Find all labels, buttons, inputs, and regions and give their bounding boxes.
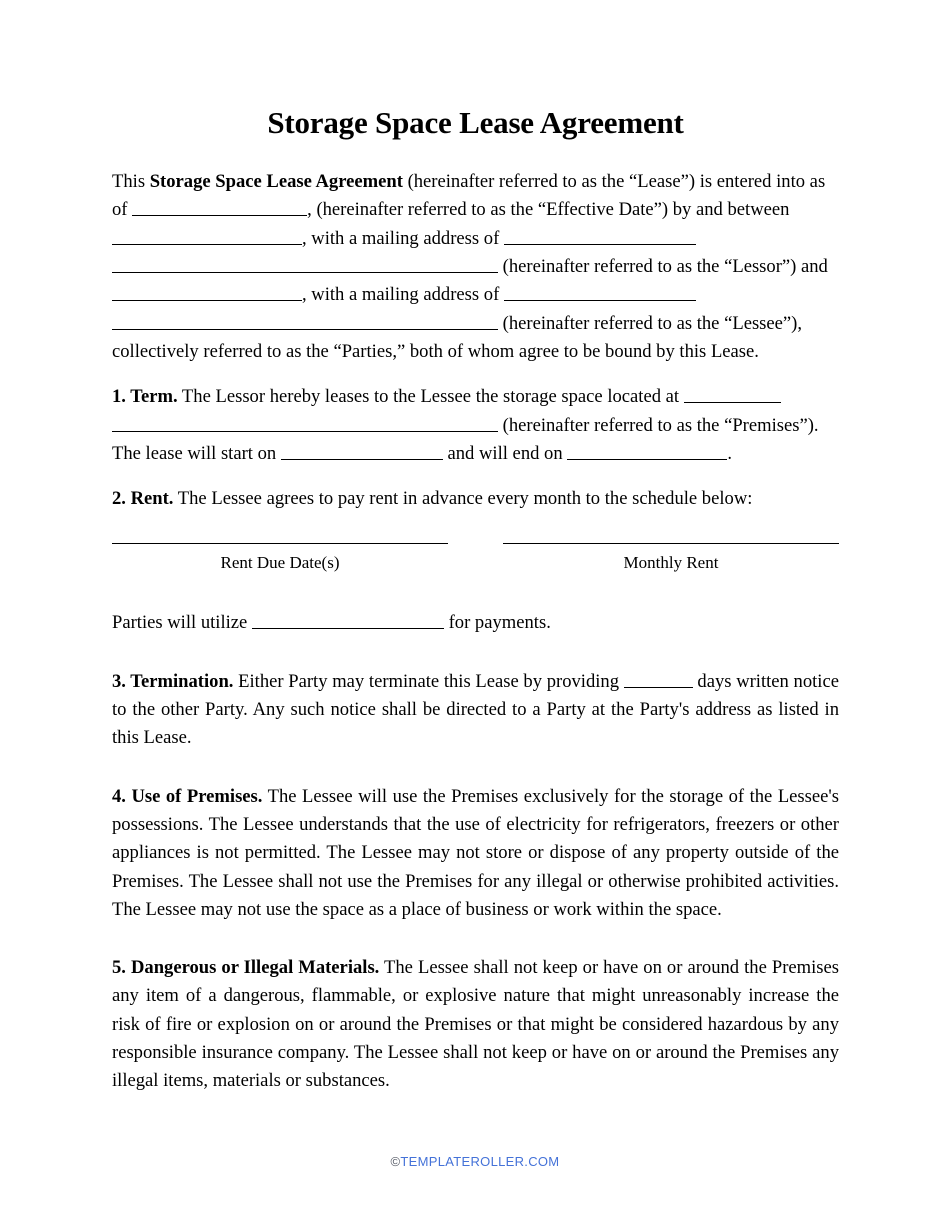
section-rent-heading: 2. Rent. — [112, 488, 174, 510]
section-termination — [112, 668, 839, 753]
spacer — [112, 655, 839, 668]
section-use-of-premises — [112, 783, 839, 924]
intro-text-6: , with a mailing address of — [302, 284, 504, 306]
section-rent-text-1: The Lessee agrees to pay rent in advance every month to the schedule below: — [173, 488, 753, 510]
rent-due-date-label: Rent Due Date(s) — [220, 553, 340, 573]
monthly-rent-column — [503, 543, 839, 574]
intro-text-1: This — [112, 171, 150, 193]
section-term-text-4: . — [727, 442, 732, 464]
section-term-text-3: and will end on — [442, 442, 568, 464]
lessor-name-field[interactable] — [112, 227, 302, 245]
section-term — [112, 383, 839, 468]
document-body — [112, 104, 839, 1113]
section-termination-text-1: Either Party may terminate this Lease by providing — [233, 670, 624, 692]
section-term-text-1: The Lessor hereby leases to the Lessee the storage space located at — [177, 386, 684, 408]
payment-method-line — [112, 609, 839, 637]
section-rent — [112, 485, 839, 513]
premises-address-field-line2[interactable] — [112, 414, 498, 432]
section-use-of-premises-body: The Lessee will use the Premises exclusively for the storage of the Lessee's possessions. The Lessee understands that the use of electricity for refrigerators, freezers or other appliances is not permitted. The Lessee may not store or dispose of any property outside of the Premises. The Lessee shall not use the Premises for any illegal or otherwise prohibited activities. The Lessee may not use the space as a place of business or work within the space. — [112, 785, 839, 920]
lessor-address-field-line2[interactable] — [112, 255, 498, 273]
intro-text-5: (hereinafter referred to as the “Lessor”) and — [498, 256, 828, 278]
effective-date-field[interactable] — [132, 198, 307, 216]
footer-watermark — [0, 1154, 950, 1169]
section-term-heading: 1. Term. — [112, 386, 178, 408]
spacer — [112, 941, 839, 954]
section-term-text-2: (hereinafter referred to as the “Premises”). The lease will start on — [112, 414, 819, 464]
intro-bold-agreement-title: Storage Space Lease Agreement — [149, 171, 403, 193]
intro-text-4: , with a mailing address of — [302, 227, 504, 249]
copyright-icon: © — [390, 1154, 401, 1169]
section-dangerous-materials — [112, 954, 839, 1095]
intro-paragraph — [112, 168, 839, 366]
spacer — [112, 770, 839, 783]
section-use-of-premises-heading: 4. Use of Premises. — [112, 785, 263, 807]
lease-start-date-field[interactable] — [281, 442, 443, 460]
rent-due-date-column — [112, 543, 448, 574]
payment-text-2: for payments. — [443, 612, 551, 634]
premises-address-field[interactable] — [684, 385, 781, 403]
section-termination-text-2: days written notice to the other Party. Any such notice shall be directed to a Party at the Party's address as listed in this Lease. — [112, 670, 839, 749]
monthly-rent-label: Monthly Rent — [623, 553, 719, 573]
section-dangerous-materials-body: The Lessee shall not keep or have on or around the Premises any item of a dangerous, flammable, or explosive nature that might unreasonably increase the risk of fire or explosion on or around the Premises or that might be considered hazardous by any responsible insurance company. The Lessee shall not keep or have on or around the Premises any illegal items, materials or substances. — [112, 957, 839, 1092]
lease-end-date-field[interactable] — [567, 442, 727, 460]
payment-method-field[interactable] — [252, 611, 444, 629]
templateroller-watermark-text: TEMPLATEROLLER.COM — [400, 1154, 560, 1169]
rent-due-date-input-line[interactable] — [112, 543, 448, 544]
intro-text-3: , (hereinafter referred to as the “Effective Date”) by and between — [307, 199, 790, 221]
section-dangerous-materials-heading: 5. Dangerous or Illegal Materials. — [112, 957, 380, 979]
monthly-rent-input-line[interactable] — [503, 543, 839, 544]
rent-schedule-table — [112, 543, 839, 597]
payment-text-1: Parties will utilize — [112, 612, 252, 634]
intro-text-2: (hereinafter referred to as the “Lease”) is entered into as of — [112, 171, 826, 221]
termination-notice-days-field[interactable] — [624, 670, 693, 688]
lessee-address-field[interactable] — [504, 283, 696, 301]
lessor-address-field[interactable] — [504, 227, 696, 245]
lessee-name-field[interactable] — [112, 283, 302, 301]
section-termination-heading: 3. Termination. — [112, 670, 234, 692]
page-title: Storage Space Lease Agreement — [267, 105, 684, 140]
lessee-address-field-line2[interactable] — [112, 312, 498, 330]
intro-text-7: (hereinafter referred to as the “Lessee”), collectively referred to as the “Parties,” both of whom agree to be bound by this Lease. — [112, 312, 803, 362]
